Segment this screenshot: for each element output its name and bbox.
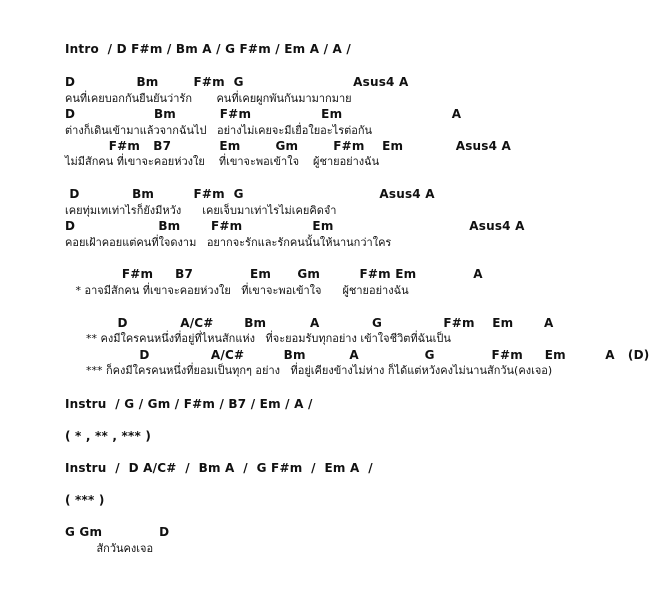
instru-line-2: Instru / D A/C# / Bm A / G F#m / Em A /: [65, 461, 373, 475]
verse1-chords-2: D Bm F#m Em A: [65, 107, 462, 121]
outro-lyrics: สักวันคงเจอ: [65, 542, 154, 555]
chorus1-chords: F#m B7 Em Gm F#m Em A: [65, 267, 483, 281]
chorus1-lyrics: * อาจมีสักคน ที่เขาจะคอยห่วงใย ที่เขาจะพอเข้าใจ ผู้ชายอย่างฉัน: [65, 284, 409, 297]
verse2-chords-2: D Bm F#m Em Asus4 A: [65, 219, 525, 233]
chorus2-chords: D A/C# Bm A G F#m Em A: [65, 316, 554, 330]
repeat-line-2: ( *** ): [65, 493, 105, 507]
verse2-chords-1: D Bm F#m G Asus4 A: [65, 187, 435, 201]
outro-chords: G Gm D: [65, 525, 170, 539]
verse2-lyrics-2: คอยเฝ้าคอยแต่คนที่ใจดงาม อยากจะรักและรักคนนั้นให้นานกว่าใคร: [65, 236, 392, 249]
verse1-chords-1: D Bm F#m G Asus4 A: [65, 75, 409, 89]
instru-line-1: Instru / G / Gm / F#m / B7 / Em / A /: [65, 397, 313, 411]
verse1-lyrics-2: ต่างก็เดินเข้ามาแล้วจากฉันไป อย่างไม่เคยจะมีเยื่อใยอะไรต่อกัน: [65, 124, 373, 137]
chorus2-lyrics: ** คงมีใครคนหนึ่งที่อยู่ที่ไหนสักแห่ง ที่จะยอมรับทุกอย่าง เข้าใจชีวิตที่ฉันเป็น: [65, 332, 451, 345]
intro-line: Intro / D F#m / Bm A / G F#m / Em A / A /: [65, 42, 351, 56]
verse1-chords-3: F#m B7 Em Gm F#m Em Asus4 A: [65, 139, 512, 153]
verse2-lyrics-1: เคยทุ่มเทเท่าไรก็ยังมีหวัง เคยเจ็บมาเท่าไรไม่เคยคิดจำ: [65, 204, 337, 217]
chorus3-chords: D A/C# Bm A G F#m Em A (D): [65, 348, 650, 362]
chorus3-lyrics: *** ก็คงมีใครคนหนึ่งที่ยอมเป็นทุกๆ อย่าง ที่อยู่เคียงข้างไม่ห่าง ก็ได้แต่หวังคงไม่นานสักวัน(คงเจอ): [65, 364, 553, 377]
repeat-line-1: ( * , ** , *** ): [65, 429, 152, 443]
verse1-lyrics-1: คนที่เคยบอกกันยืนยันว่ารัก คนที่เคยผูกพันกันมามากมาย: [65, 92, 352, 105]
verse1-lyrics-3: ไม่มีสักคน ที่เขาจะคอยห่วงใย ที่เขาจะพอเข้าใจ ผู้ชายอย่างฉัน: [65, 155, 380, 168]
